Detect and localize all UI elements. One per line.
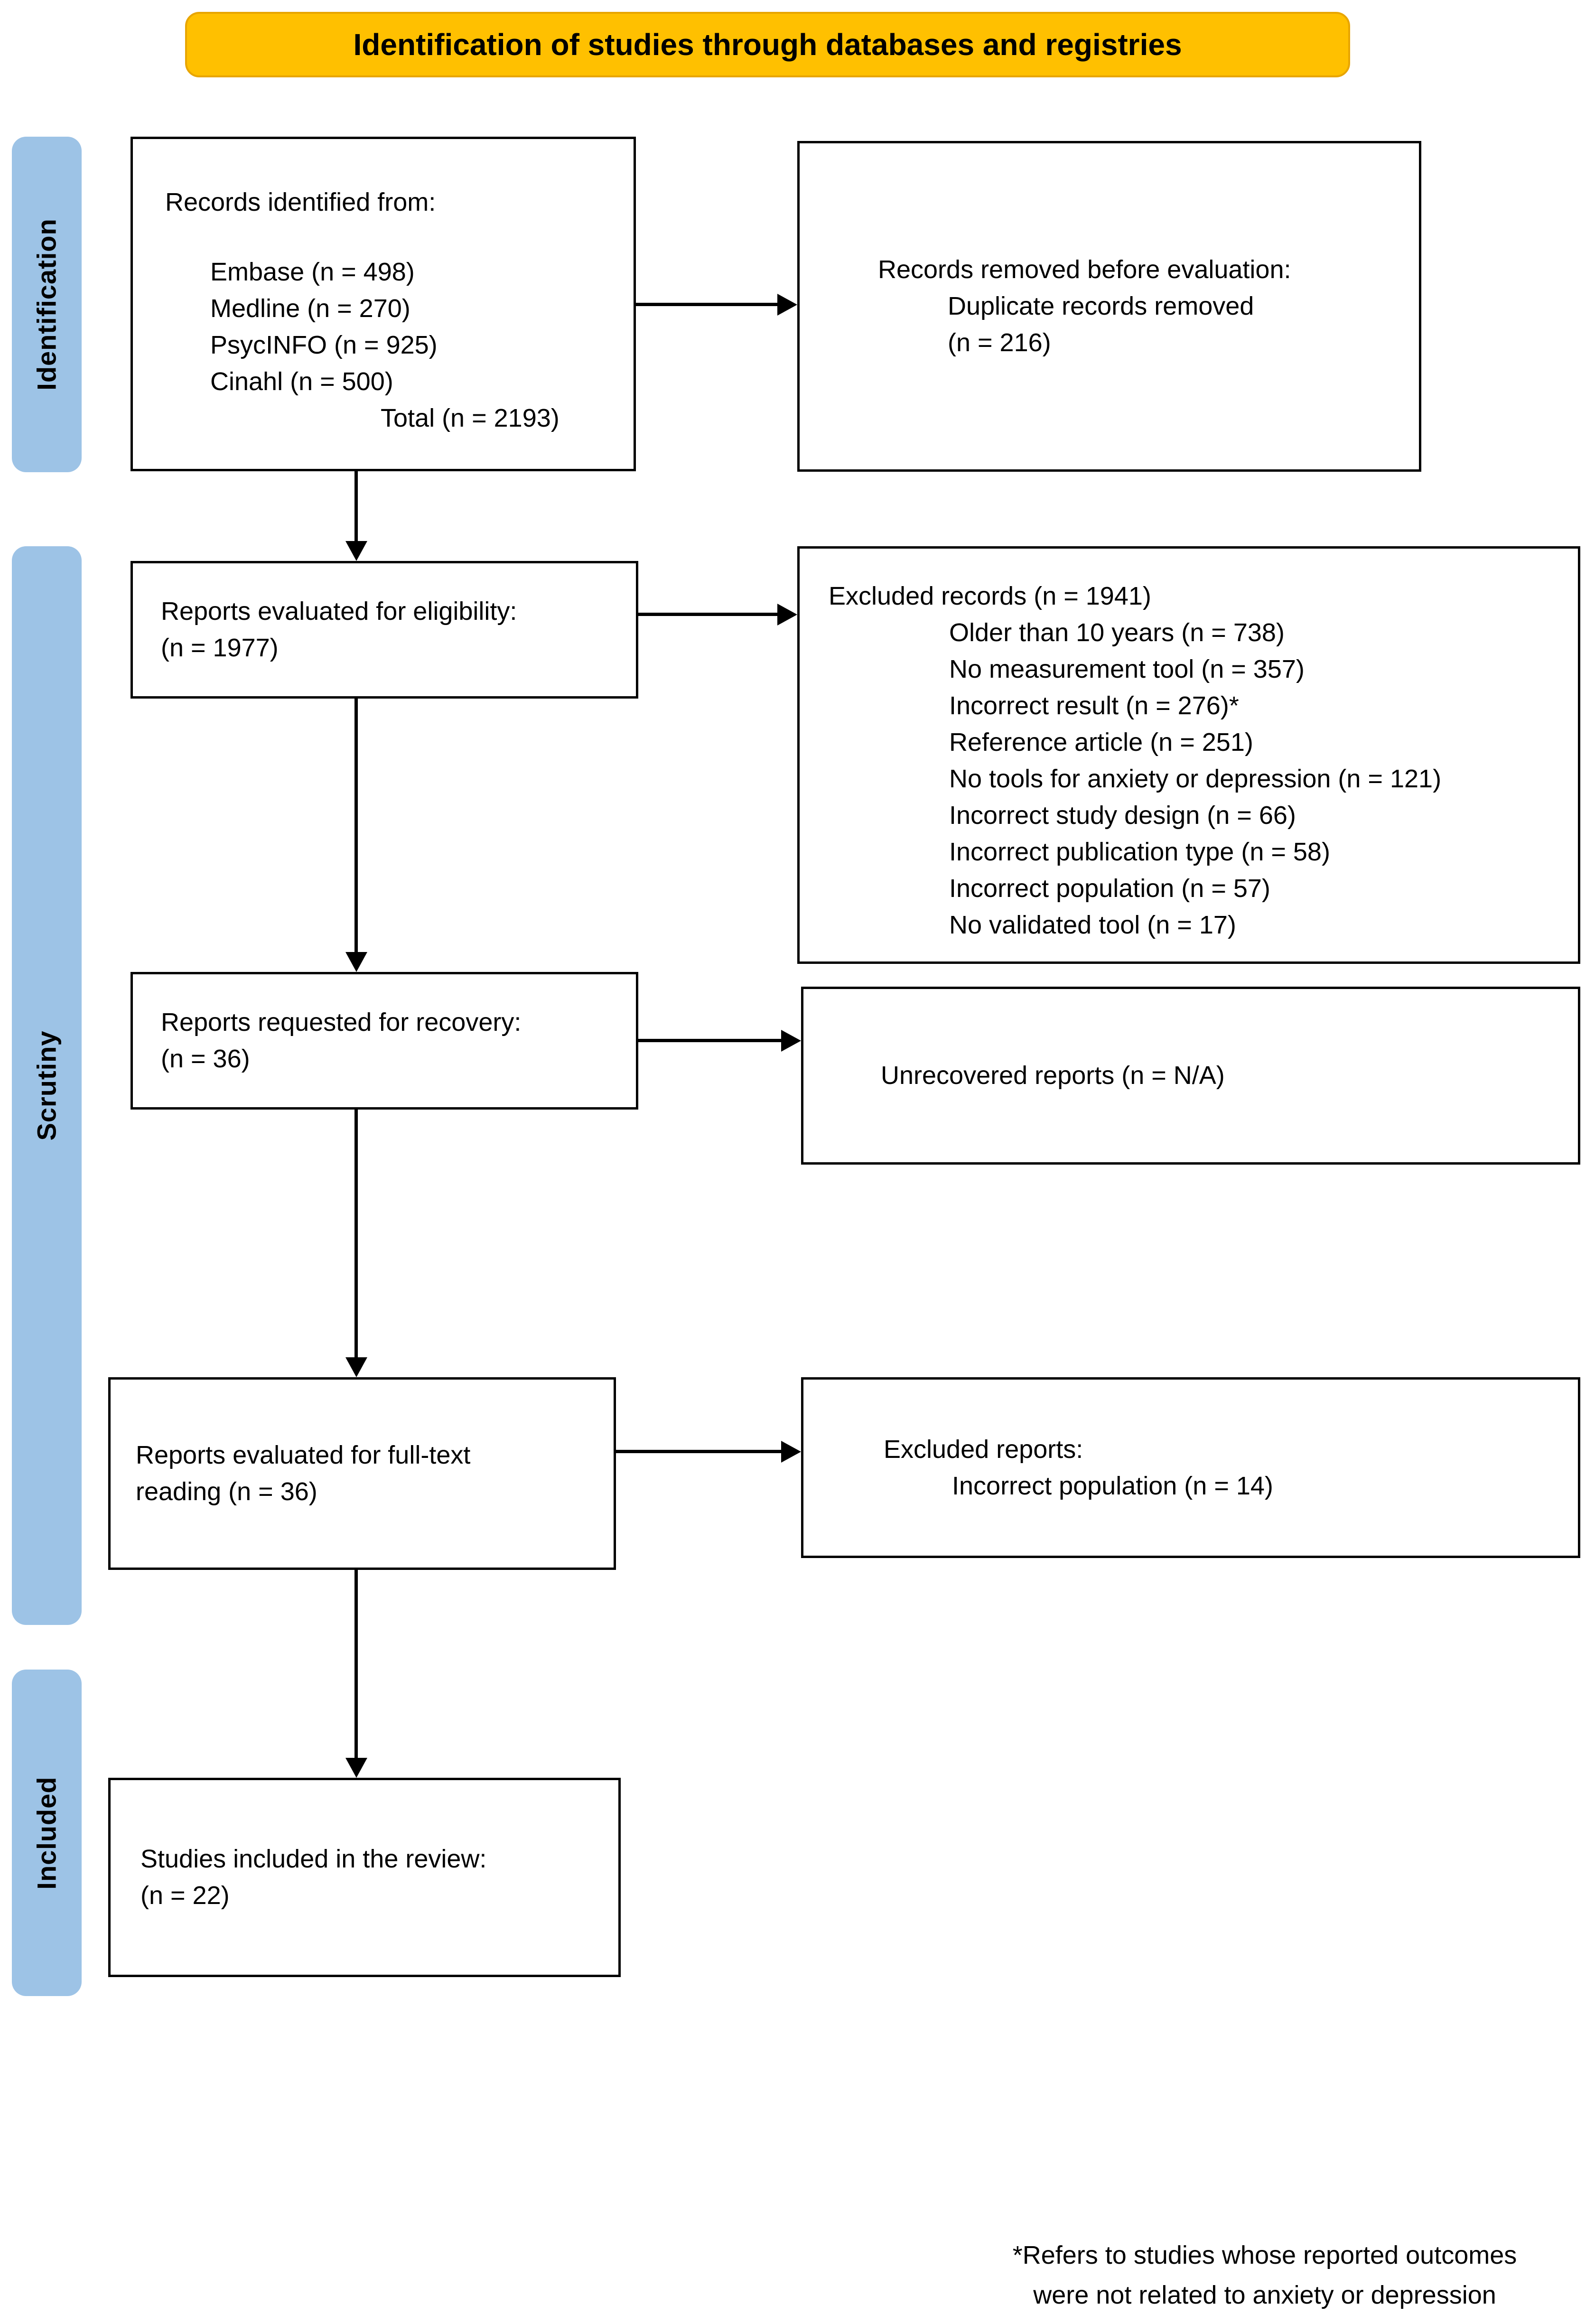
box-reports-recovery	[131, 972, 638, 1110]
stage-bar-identification	[12, 137, 82, 472]
records-removed-count: (n = 216)	[948, 328, 1051, 357]
arrow-identified-to-eligibility	[354, 471, 358, 541]
box-excluded-reports	[801, 1377, 1580, 1558]
excluded-reason-no-tool: No measurement tool (n = 357)	[949, 655, 1305, 683]
box-reports-eligibility	[131, 561, 638, 699]
stage-label-scrutiny: Scrutiny	[32, 1030, 62, 1141]
stage-label-identification: Identification	[32, 218, 62, 391]
excluded-reason-no-validated-tool: No validated tool (n = 17)	[949, 911, 1236, 939]
records-removed-reason: Duplicate records removed	[948, 292, 1254, 320]
fulltext-evaluated-line2: reading (n = 36)	[136, 1477, 317, 1506]
reports-eligibility-count: (n = 1977)	[161, 634, 279, 662]
box-records-removed	[797, 141, 1421, 472]
footnote-line2: were not related to anxiety or depression	[1033, 2281, 1496, 2309]
unrecovered-reports-text: Unrecovered reports (n = N/A)	[881, 1061, 1225, 1090]
excluded-reason-study-design: Incorrect study design (n = 66)	[949, 801, 1296, 830]
reports-recovery-text: Reports requested for recovery:	[161, 1008, 522, 1036]
records-identified-heading: Records identified from:	[165, 188, 436, 216]
excluded-reason-old: Older than 10 years (n = 738)	[949, 618, 1285, 647]
arrow-fulltext-to-excluded-reports	[616, 1450, 782, 1453]
stage-bar-scrutiny	[12, 546, 82, 1625]
arrow-eligibility-to-excluded-records	[638, 613, 778, 616]
arrow-fulltext-to-included	[354, 1570, 358, 1758]
footnote-line1: *Refers to studies whose reported outcomes	[1012, 2241, 1517, 2269]
title-banner	[185, 12, 1350, 77]
stage-bar-included	[12, 1670, 82, 1996]
excluded-reports-reason: Incorrect population (n = 14)	[952, 1471, 1273, 1500]
arrow-recovery-to-fulltext	[354, 1110, 358, 1358]
excluded-reason-population: Incorrect population (n = 57)	[949, 874, 1270, 903]
excluded-reason-no-anxiety-tools: No tools for anxiety or depression (n = 121)	[949, 765, 1442, 793]
arrow-recovery-to-unrecovered	[638, 1039, 782, 1042]
excluded-records-heading: Excluded records (n = 1941)	[829, 582, 1151, 610]
database-item-psycinfo: PsycINFO (n = 925)	[210, 331, 438, 359]
database-list	[210, 254, 619, 400]
records-removed-heading: Records removed before evaluation:	[878, 255, 1291, 284]
excluded-reason-reference: Reference article (n = 251)	[949, 728, 1253, 756]
database-item-medline: Medline (n = 270)	[210, 294, 410, 323]
arrow-eligibility-to-recovery	[354, 699, 358, 952]
box-records-identified	[131, 137, 636, 471]
fulltext-evaluated-line1: Reports evaluated for full-text	[136, 1441, 471, 1469]
excluded-reason-incorrect-result: Incorrect result (n = 276)*	[949, 691, 1239, 720]
reports-eligibility-text: Reports evaluated for eligibility:	[161, 597, 517, 625]
footnote	[959, 2235, 1571, 2315]
database-total: Total (n = 2193)	[381, 404, 560, 432]
excluded-reports-heading: Excluded reports:	[884, 1435, 1083, 1464]
included-studies-count: (n = 22)	[140, 1881, 230, 1910]
database-item-cinahl: Cinahl (n = 500)	[210, 367, 393, 396]
box-fulltext-evaluated	[108, 1377, 616, 1570]
box-unrecovered-reports	[801, 987, 1580, 1165]
arrow-identified-to-removed	[636, 303, 778, 306]
excluded-records-reasons	[949, 615, 1568, 943]
stage-label-included: Included	[32, 1776, 62, 1890]
diagram-title: Identification of studies through databases and registries	[353, 28, 1182, 62]
box-excluded-records	[797, 546, 1580, 964]
box-included-studies	[108, 1778, 621, 1977]
reports-recovery-count: (n = 36)	[161, 1045, 250, 1073]
included-studies-text: Studies included in the review:	[140, 1845, 487, 1873]
database-item-embase: Embase (n = 498)	[210, 258, 415, 286]
excluded-reason-publication-type: Incorrect publication type (n = 58)	[949, 838, 1330, 866]
